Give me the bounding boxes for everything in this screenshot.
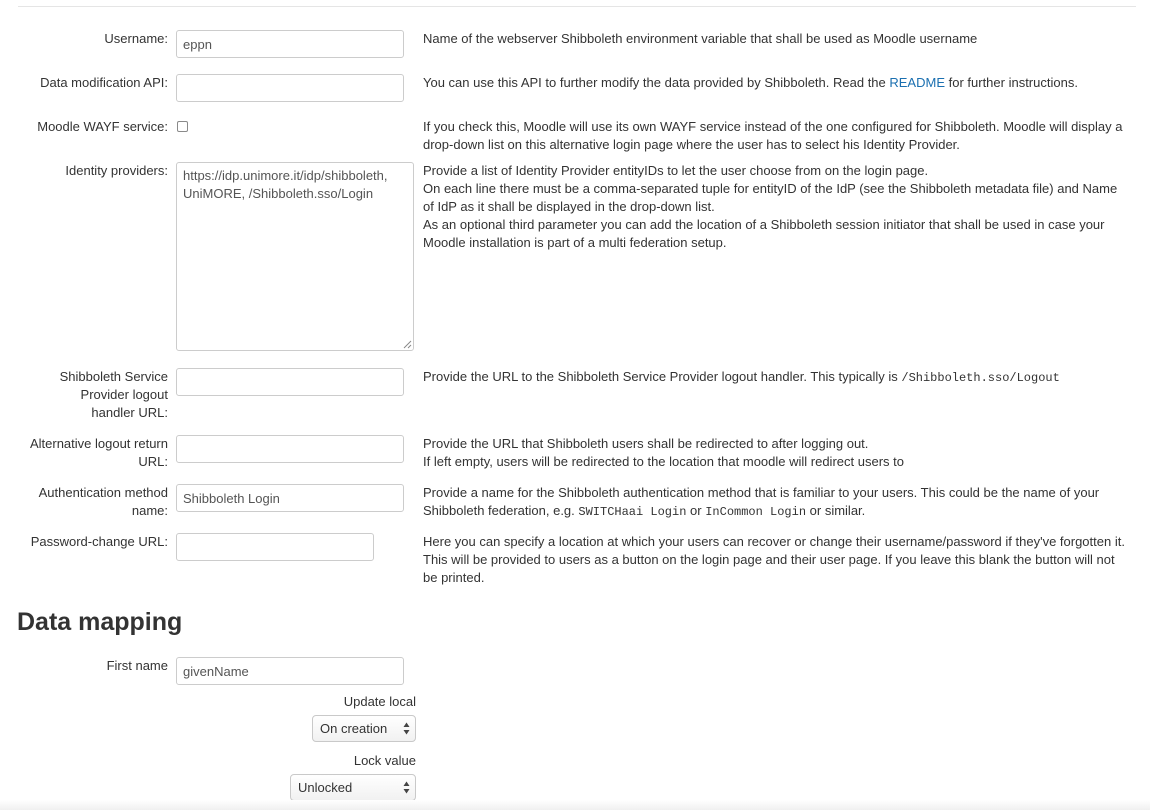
alt-logout-description <box>423 435 1128 471</box>
first-name-input[interactable] <box>176 657 404 685</box>
password-change-input[interactable] <box>176 533 374 561</box>
update-local-value: On creation <box>320 721 388 736</box>
desc-text: Provide a name for the Shibboleth authentication method that is familiar to your users. This could be the name of your Shibboleth federation, e.g. <box>423 485 1100 518</box>
desc-line: On each line there must be a comma-separated tuple for entityID of the IdP (see the Shibboleth metadata file) and Name of IdP as it shall be displayed in the drop-down list. <box>423 181 1118 214</box>
sp-logout-description <box>423 368 1128 387</box>
username-label: Username: <box>104 31 168 46</box>
moodle-wayf-checkbox[interactable] <box>177 121 188 132</box>
code-text: /Shibboleth.sso/Logout <box>901 371 1060 385</box>
username-description: Name of the webserver Shibboleth environment variable that shall be used as Moodle username <box>423 31 978 46</box>
top-divider <box>18 6 1136 7</box>
data-modification-api-label: Data modification API: <box>40 75 168 90</box>
username-input[interactable] <box>176 30 404 58</box>
desc-text: for further instructions. <box>945 75 1078 90</box>
auth-method-name-description <box>423 484 1128 521</box>
lock-value-label: Lock value <box>353 753 416 768</box>
password-change-description: Here you can specify a location at which your users can recover or change their username/password if they've forgotten it. This will be provided to users as a button on the login page and their user page. If you leave this blank the button will not be printed. <box>423 534 1125 585</box>
identity-providers-textarea[interactable] <box>176 162 414 351</box>
moodle-wayf-label: Moodle WAYF service: <box>37 119 168 134</box>
update-local-label: Update local <box>343 694 416 709</box>
data-mapping-heading: Data mapping <box>17 608 183 636</box>
desc-text: You can use this API to further modify the data provided by Shibboleth. Read the <box>423 75 890 90</box>
desc-text: or <box>686 503 706 518</box>
sp-logout-label: Shibboleth Service Provider logout handler URL: <box>59 369 168 420</box>
updown-arrows-icon <box>403 780 410 795</box>
desc-line: Provide the URL that Shibboleth users shall be redirected to after logging out. <box>423 436 869 451</box>
auth-method-name-label: Authentication method name: <box>38 485 168 518</box>
desc-line: If left empty, users will be redirected to the location that moodle will redirect users to <box>423 454 904 469</box>
readme-link[interactable]: README <box>889 75 945 90</box>
bottom-edge <box>0 800 1150 810</box>
auth-method-name-input[interactable] <box>176 484 404 512</box>
desc-text: or similar. <box>806 503 866 518</box>
data-modification-api-input[interactable] <box>176 74 404 102</box>
resize-grip-icon[interactable] <box>403 340 412 349</box>
identity-providers-label: Identity providers: <box>65 163 168 178</box>
sp-logout-input[interactable] <box>176 368 404 396</box>
alt-logout-label: Alternative logout return URL: <box>29 436 168 469</box>
code-text: InCommon Login <box>705 505 807 519</box>
alt-logout-input[interactable] <box>176 435 404 463</box>
updown-arrows-icon <box>403 721 410 736</box>
identity-providers-description <box>423 162 1128 252</box>
desc-line: As an optional third parameter you can add the location of a Shibboleth session initiator that shall be used in case your Moodle installation is part of a multi federation setup. <box>423 217 1105 250</box>
first-name-label: First name <box>106 658 168 673</box>
code-text: SWITCHaai Login <box>578 505 687 519</box>
desc-text: Provide the URL to the Shibboleth Service Provider logout handler. This typically is <box>423 369 902 384</box>
update-local-select[interactable] <box>312 715 416 742</box>
lock-value-select[interactable] <box>290 774 416 801</box>
lock-value-value: Unlocked <box>298 780 353 795</box>
moodle-wayf-description: If you check this, Moodle will use its own WAYF service instead of the one configured for Shibboleth. Moodle will display a drop-down list on this alternative login page where the user has to select his Identity Provider. <box>423 119 1123 152</box>
desc-line: Provide a list of Identity Provider entityIDs to let the user choose from on the login page. <box>423 163 929 178</box>
password-change-label: Password-change URL: <box>30 534 168 549</box>
data-modification-api-description <box>423 74 1128 92</box>
